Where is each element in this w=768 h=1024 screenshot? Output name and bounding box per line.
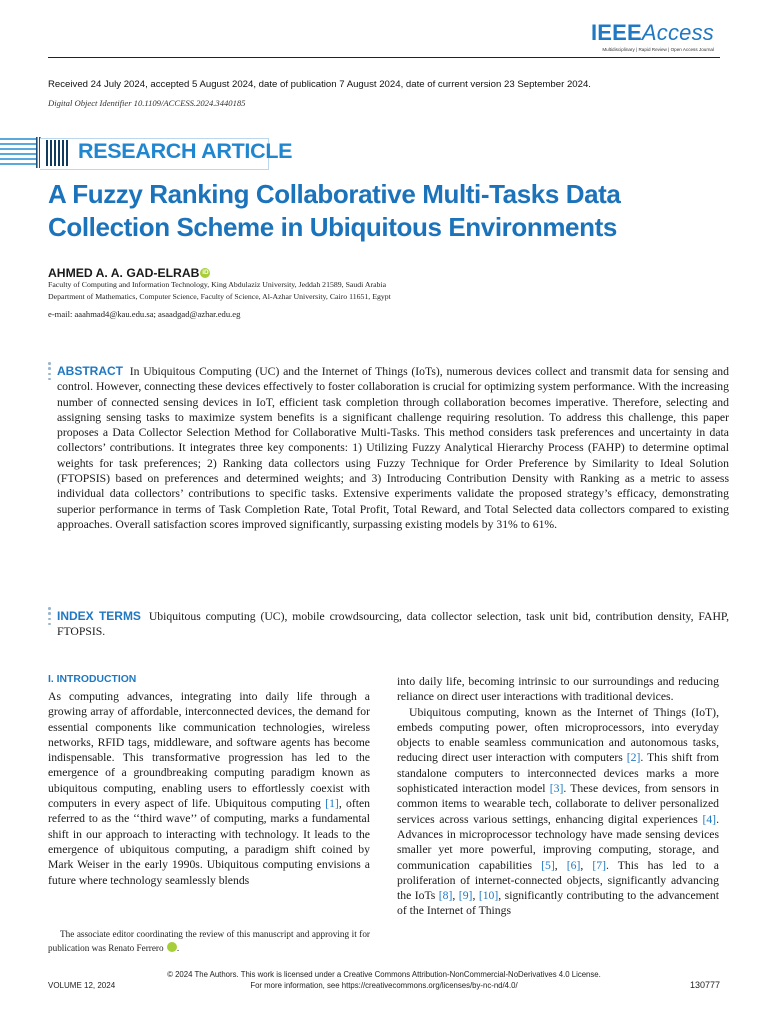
citation-separator: ,: [580, 858, 593, 872]
index-terms-label: INDEX TERMS: [57, 609, 141, 623]
orcid-icon[interactable]: iD: [167, 942, 177, 952]
intro-paragraph-1: [48, 689, 370, 888]
author-email: e-mail: aaahmad4@kau.edu.sa; asaadgad@azhar.edu.eg: [48, 309, 241, 319]
intro-text: Ubiquitous computing, known as the Internet of Things (IoT), embeds computing power, often microprocessors, into everyday objects to enable seamless communication and autonomous tasks, reducing direct user interaction with computers: [397, 705, 719, 765]
citation-separator: ,: [452, 889, 459, 903]
footnote-end: .: [176, 942, 180, 953]
intro-text: , significantly contributing to the advancement of the Internet of Things: [397, 889, 720, 918]
doi-line: Digital Object Identifier 10.1109/ACCESS.2024.3440185: [48, 98, 246, 108]
license-line-2[interactable]: For more information, see https://creativecommons.org/licenses/by-nc-nd/4.0/: [250, 981, 518, 990]
citation-link[interactable]: [1]: [325, 797, 339, 811]
article-title: A Fuzzy Ranking Collaborative Multi-Tasks Data Collection Scheme in Ubiquitous Environments: [48, 179, 621, 242]
abstract-text: In Ubiquitous Computing (UC) and the Internet of Things (IoTs), numerous devices collect and transmit data for sensing and control. However, connecting these devices effectively to foster collaboration is crucial for optimizing system performance. With the increasing number of connected sensing devices in IoT, efficient task completion through collaboration becomes imperative. Therefore, selecting and assigning sensing tasks to maximize system benefits is a significant challenge requiring resolution. To address this challenge, this paper proposes a Data Collector Selection Method for Collaborative Multi-Tasks. This method considers task preferences and uncertainty in data collectors’ contributions. It integrates three key components: 1) Utilizing Fuzzy Analytical Hierarchy Process (FAHP) to determine optimal weights for task preferences; 2) Ranking data collectors using Fuzzy Technique for Order Preference by Similarity to Ideal Solution (FTOPSIS) based on preferences and determined weights; and 3) Introducing Contribution Density with Ranking as a metric to assess individual data collectors’ contributions to specific tasks. Extensive experiments validate the proposed strategy’s efficacy, demonstrating superior performance in terms of Task Completion Rate, Total Profit, Total Reward, and Total Selected data collectors compared to existing approaches. Overall satisfaction scores improved significantly, surpassing existing models by 31% to 61%.: [57, 365, 729, 531]
article-type-label: RESEARCH ARTICLE: [78, 139, 293, 163]
license-line-1: © 2024 The Authors. This work is licensed under a Creative Commons Attribution-NonCommercial-NoDerivatives 4.0 License.: [167, 970, 601, 979]
banner-bars-icon: [46, 140, 74, 166]
abstract-label: ABSTRACT: [57, 364, 123, 378]
intro-text: , often referred to as the ‘‘third wave’’ of computing, marks a fundamental shift in our approach to interacting with technology. It leads to the emergence of ubiquitous computing, a paradigm shift coined by Mark Weiser in the early 1990s. Ubiquitous computing envisions a future where technology seamlessly blends: [48, 797, 371, 887]
orcid-icon[interactable]: iD: [202, 269, 209, 276]
left-column: [48, 689, 370, 888]
citation-link[interactable]: [2]: [626, 751, 641, 765]
author-line: [48, 266, 210, 280]
index-terms-dots-icon: [48, 607, 52, 628]
citation-link[interactable]: [6]: [566, 858, 581, 872]
index-terms: [57, 609, 729, 640]
citation-link[interactable]: [8]: [438, 889, 453, 903]
intro-text: . This has led to a proliferation of internet-connected objects, significantly advancing the IoTs: [397, 858, 719, 903]
intro-paragraph-1-cont: into daily life, becoming intrinsic to our surroundings and reducing reliance on direct user interactions with traditional devices.: [397, 675, 719, 704]
editor-footnote: [48, 928, 370, 955]
logo-brand: IEEE: [590, 20, 642, 45]
intro-text: . This shift from standalone computers to interconnected devices marks a more sophisticated interaction model: [397, 751, 719, 796]
intro-text: . These devices, from sensors in common items to wearable tech, collaborate to deliver personalized services across various settings, enhancing digital experiences: [397, 782, 719, 826]
citation-link[interactable]: [10]: [478, 889, 499, 903]
affiliation-1: Faculty of Computing and Information Technology, King Abdulaziz University, Jeddah 21589, Saudi Arabia: [48, 280, 387, 289]
author-name: AHMED A. A. GAD-ELRAB: [48, 266, 200, 280]
index-terms-text: Ubiquitous computing (UC), mobile crowdsourcing, data collector selection, task unit bid, contribution density, FAHP, FTOPSIS.: [57, 610, 730, 639]
volume-label: VOLUME 12, 2024: [48, 981, 116, 990]
affiliation-2: Department of Mathematics, Computer Science, Faculty of Science, Al-Azhar University, Cairo 11651, Egypt: [48, 292, 391, 301]
intro-text: . Advances in microprocessor technology have made sensing devices smaller yet more powerful, improving computing, storage, and communication capabilities: [397, 812, 719, 872]
header-rule: [48, 57, 720, 58]
citation-link[interactable]: [7]: [592, 858, 606, 872]
footnote-text: The associate editor coordinating the review of this manuscript and approving it for publication was Renato Ferrero: [48, 929, 370, 953]
logo-tagline: Multidisciplinary | Rapid Review | Open Access Journal: [602, 47, 714, 52]
logo-product: Access: [641, 20, 714, 45]
citation-separator: ,: [472, 889, 479, 903]
citation-link[interactable]: [9]: [458, 889, 473, 903]
citation-link[interactable]: [4]: [702, 812, 717, 826]
intro-text: As computing advances, integrating into daily life through a growing array of affordable, interconnected devices, the demand for essential components like communication technologies, wireless networks, RFID tags, middleware, and software agents has become indispensable. This transformative progression has led to the emergence of a groundbreaking computing paradigm known as ubiquitous computing, enabling users to effortlessly coexist with computers in every aspect of life. Ubiquitous computing: [48, 690, 370, 811]
banner-stripes-icon: [0, 137, 42, 169]
citation-link[interactable]: [3]: [549, 782, 564, 796]
abstract-dots-icon: [48, 362, 52, 383]
citation-separator: ,: [554, 858, 567, 872]
page-number: 130777: [689, 980, 720, 990]
intro-paragraph-2: [397, 705, 719, 919]
received-dates: Received 24 July 2024, accepted 5 August 2024, date of publication 7 August 2024, date of current version 23 September 2024.: [48, 79, 591, 90]
section-heading-introduction: I. INTRODUCTION: [48, 674, 137, 685]
abstract: [57, 364, 729, 532]
right-column: [397, 674, 719, 919]
citation-link[interactable]: [5]: [541, 858, 555, 872]
journal-logo: [591, 20, 714, 52]
